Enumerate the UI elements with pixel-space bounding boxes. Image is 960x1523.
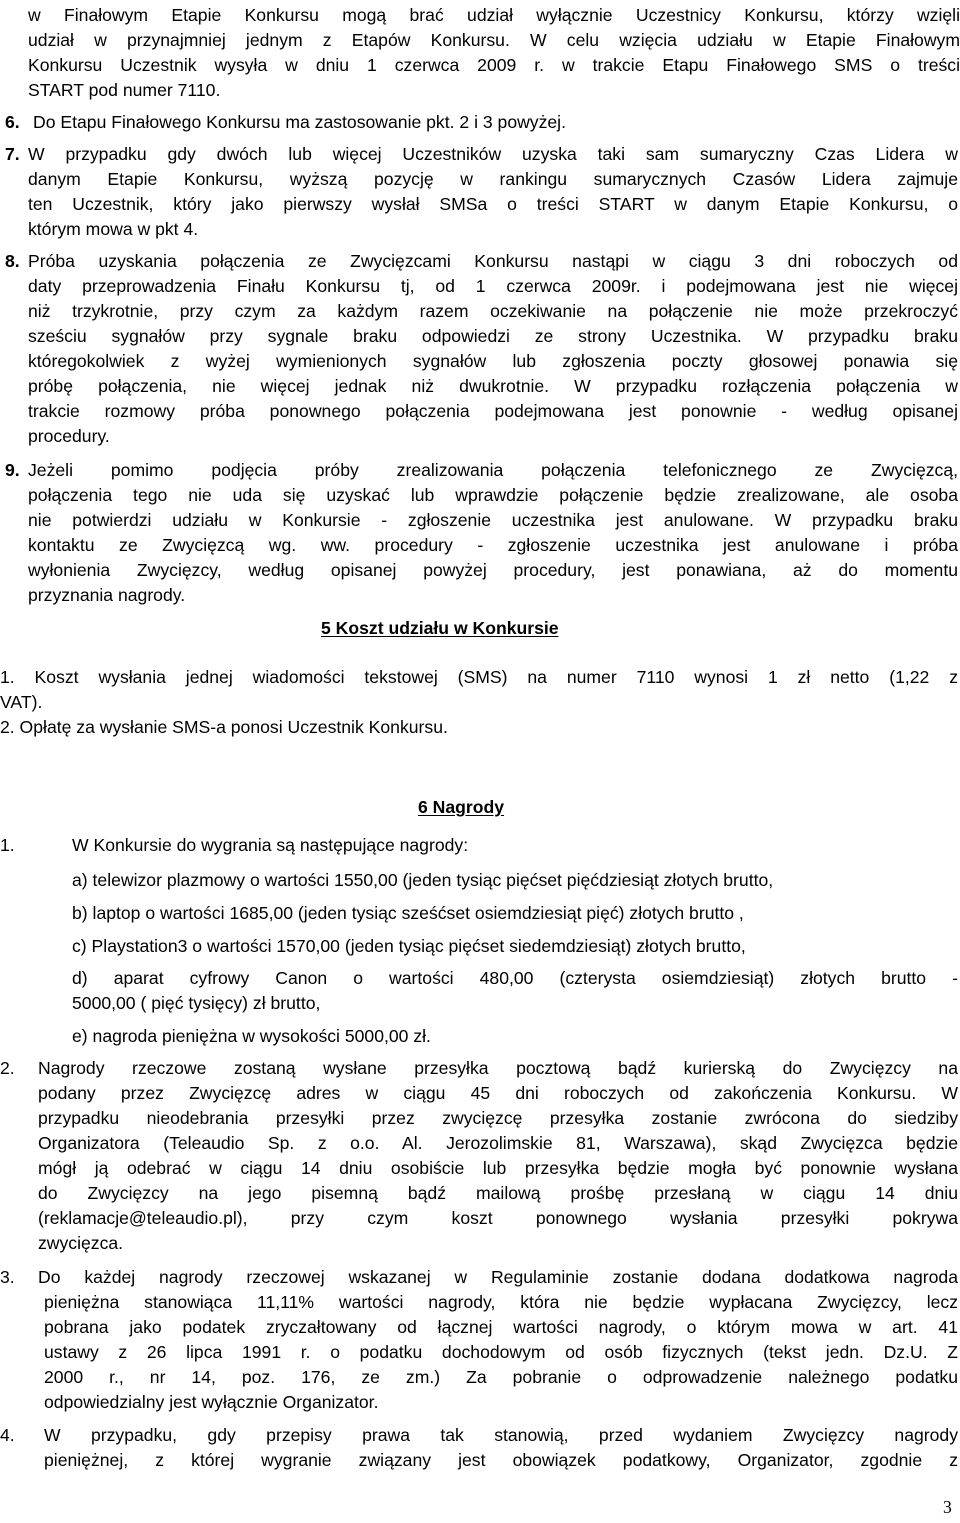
text-line: Organizatora (Teleaudio Sp. z o.o. Al. Jerozolimskie 81, Warszawa), skąd Zwycięzca będzie (38, 1133, 958, 1153)
text-line: Do każdej nagrody rzeczowej wskazanej w Regulaminie zostanie dodana dodatkowa nagroda (38, 1267, 958, 1287)
list-item-6 (5, 111, 566, 133)
text-line: Jeżeli pomimo podjęcia próby zrealizowania połączenia telefonicznego ze Zwycięzcą, (28, 460, 958, 480)
section-heading: 5 Koszt udziału w Konkursie (321, 618, 559, 638)
text-line: udział w przynajmniej jednym z Etapów Konkursu. W celu wzięcia udziału w Etapie Finałowym (28, 30, 960, 50)
text-line: próbę połączenia, nie więcej jednak niż dwukrotnie. W przypadku rozłączenia połączenia w (28, 376, 958, 396)
text-line: pobrana jako podatek zryczałtowany od łącznej wartości nagrody, o którym mowa w art. 41 (44, 1317, 958, 1337)
text-line: ustawy z 26 lipca 1991 r. o podatku dochodowym od osób fizycznych (tekst jedn. Dz.U. Z (44, 1342, 958, 1362)
text-line: wyłonienia Zwycięzcy, według opisanej powyżej procedury, jest ponawiana, aż do momentu (28, 560, 958, 580)
item-text: Do Etapu Finałowego Konkursu ma zastosowanie pkt. 2 i 3 powyżej. (33, 112, 566, 132)
page-number: 3 (943, 1497, 952, 1517)
text-line: (reklamacje@teleaudio.pl), przy czym koszt ponownego wysłania przesyłki pokrywa (38, 1208, 958, 1228)
prize-item: c) Playstation3 o wartości 1570,00 (jeden tysiąc pięćset siedemdziesiąt) złotych brutto, (72, 936, 746, 956)
text-line: daty przeprowadzenia Finału Konkursu tj, od 1 czerwca 2009r. i podejmowana jest nie więcej (28, 276, 958, 296)
text-line: START pod numer 7110. (28, 80, 221, 100)
text-line: W przypadku gdy dwóch lub więcej Uczestników uzyska taki sam sumaryczny Czas Lidera w (28, 144, 958, 164)
text-line: do Zwycięzcy na jego pisemną bądź mailową prośbę przesłaną w ciągu 14 dniu (38, 1183, 958, 1203)
text-line: Próba uzyskania połączenia ze Zwycięzcami Konkursu nastąpi w ciągu 3 dni roboczych od (28, 251, 958, 271)
item-number: 3. (0, 1267, 15, 1287)
text-line: sześciu sygnałów przy sygnale braku odpowiedzi ze strony Uczestnika. W przypadku braku (28, 326, 958, 346)
text-line: odpowiedzialny jest wyłącznie Organizator. (44, 1392, 379, 1412)
text-line: W przypadku, gdy przepisy prawa tak stanowią, przed wydaniem Zwycięzcy nagrody (44, 1425, 958, 1445)
text-line: pieniężna stanowiąca 11,11% wartości nagrody, która nie będzie wypłacana Zwycięzcy, lecz (44, 1292, 958, 1312)
text-line: 2000 r., nr 14, poz. 176, ze zm.) Za pobranie o odprowadzenie należnego podatku (44, 1367, 958, 1387)
text-line: przypadku nieodebrania przesyłki przez zwycięzcę przesyłka zostanie zwrócona do siedziby (38, 1108, 958, 1128)
prize-item: e) nagroda pieniężna w wysokości 5000,00 zł. (72, 1026, 431, 1046)
item-number: 9. (5, 460, 20, 480)
text-line: którym mowa w pkt 4. (28, 219, 199, 239)
text-line: 5000,00 ( pięć tysięcy) zł brutto, (72, 993, 321, 1013)
prize-item: b) laptop o wartości 1685,00 (jeden tysiąc sześćset osiemdziesiąt pięć) złotych brutto , (72, 903, 744, 923)
text-line: trakcie rozmowy próba ponownego połączenia podejmowana jest ponownie - według opisanej (28, 401, 958, 421)
text-line: przyznania nagrody. (28, 585, 186, 605)
section-heading: 6 Nagrody (418, 797, 505, 817)
prize-item: d) aparat cyfrowy Canon o wartości 480,00 (czterysta osiemdziesiąt) złotych brutto - (72, 968, 958, 988)
text-line: Konkursu Uczestnik wysyła w dniu 1 czerwca 2009 r. w trakcie Etapu Finałowego SMS o treści (28, 55, 960, 75)
text-line: kontaktu ze Zwycięzcą wg. ww. procedury - zgłoszenie uczestnika jest anulowane i próba (28, 535, 958, 555)
text-line: zwycięzca. (38, 1233, 124, 1253)
text-line: danym Etapie Konkursu, wyższą pozycję w rankingu sumarycznych Czasów Lidera zajmuje (28, 169, 958, 189)
text-line: VAT). (0, 692, 43, 712)
item-number: 8. (5, 251, 20, 271)
text-line: niż trzykrotnie, przy czym za każdym razem oczekiwanie na połączenie nie może przekroczyć (28, 301, 958, 321)
text-line: Nagrody rzeczowe zostaną wysłane przesyłka pocztową bądź kurierską do Zwycięzcy na (38, 1058, 958, 1078)
text-line: W Konkursie do wygrania są następujące nagrody: (72, 835, 469, 855)
item-number: 7. (5, 144, 20, 164)
text-line: 2. Opłatę za wysłanie SMS-a ponosi Uczestnik Konkursu. (0, 717, 448, 737)
text-line: połączenia tego nie uda się uzyskać lub wprawdzie połączenie będzie zrealizowane, ale osoba (28, 485, 958, 505)
item-number: 2. (0, 1058, 15, 1078)
item-number: 6. (5, 112, 20, 132)
text-line: w Finałowym Etapie Konkursu mogą brać udział wyłącznie Uczestnicy Konkursu, którzy wzięli (28, 5, 960, 25)
text-line: mógł ją odebrać w ciągu 14 dniu osobiście lub przesyłka będzie mogła być ponownie wysłana (38, 1158, 958, 1178)
text-line: procedury. (28, 426, 110, 446)
item-number: 1. (0, 835, 15, 855)
text-line: pieniężnej, z której wygranie związany jest obowiązek podatkowy, Organizator, zgodnie z (44, 1450, 958, 1470)
text-line: ten Uczestnik, który jako pierwszy wysłał SMSa o treści START w danym Etapie Konkursu, o (28, 194, 958, 214)
text-line: 1. Koszt wysłania jednej wiadomości tekstowej (SMS) na numer 7110 wynosi 1 zł netto (1,22 z (0, 667, 958, 687)
text-line: nie potwierdzi udziału w Konkursie - zgłoszenie uczestnika jest anulowane. W przypadku braku (28, 510, 958, 530)
text-line: któregokolwiek z wyżej wymienionych sygnałów lub zgłoszenia poczty głosowej ponawia się (28, 351, 958, 371)
prize-item: a) telewizor plazmowy o wartości 1550,00 (jeden tysiąc pięćset pięćdziesiąt złotych brutto, (72, 870, 774, 890)
text-line: podany przez Zwycięzcę adres w ciągu 45 dni roboczych od zakończenia Konkursu. W (38, 1083, 958, 1103)
item-number: 4. (0, 1425, 15, 1445)
